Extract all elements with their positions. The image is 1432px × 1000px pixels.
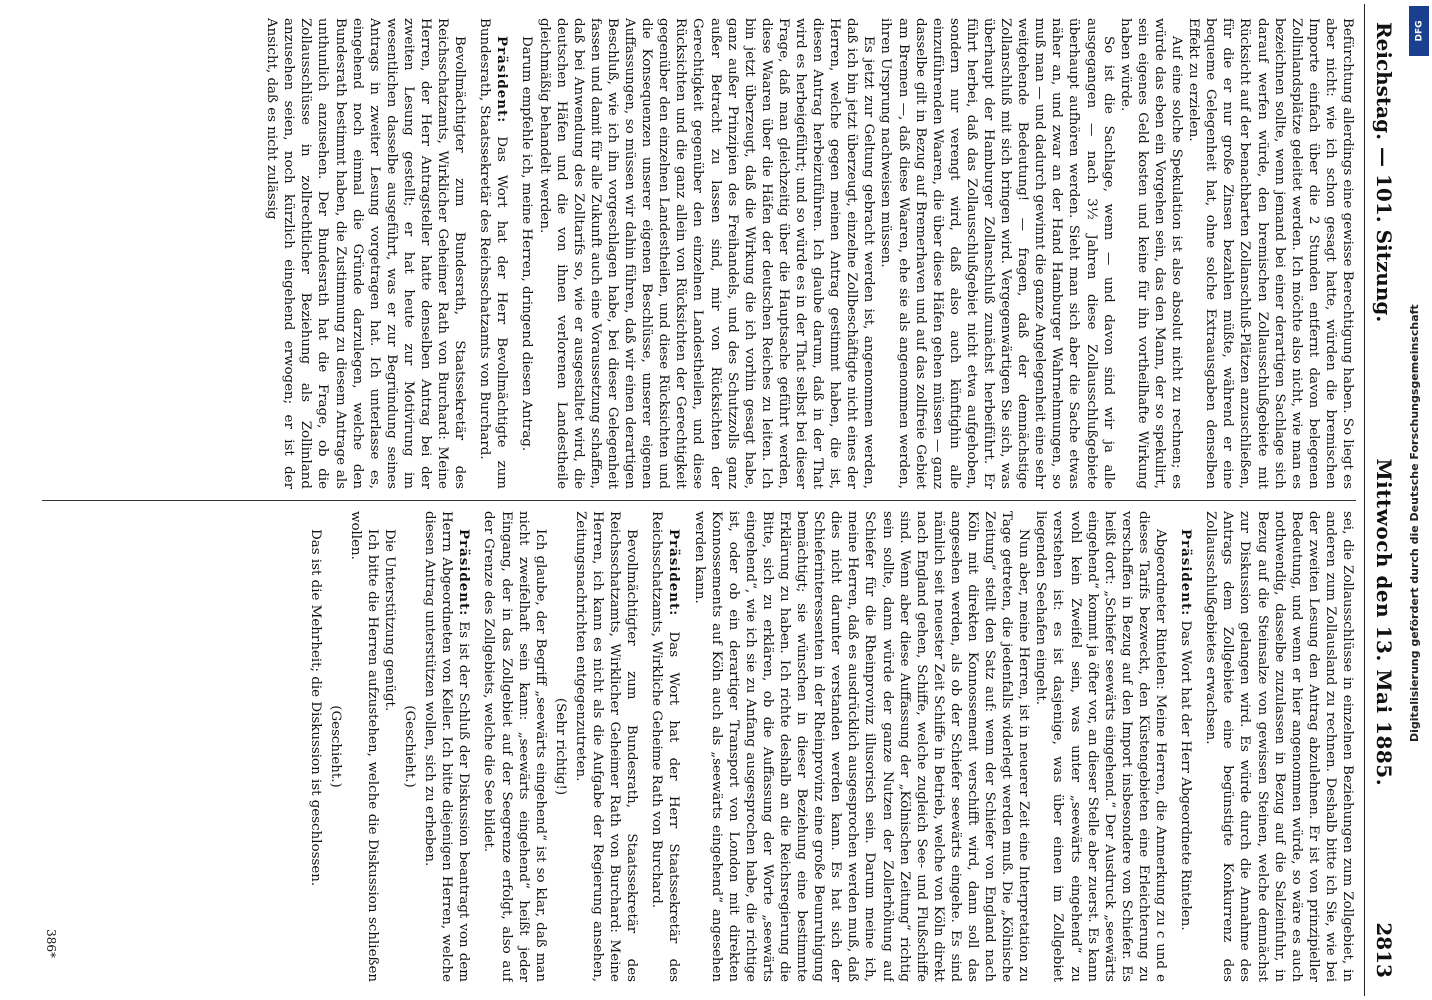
body-paragraph: Darum empfehle ich, meine Herren, dringend diesen Antrag. — [519, 36, 535, 452]
paragraph-gap — [682, 511, 690, 982]
digitization-strip — [1404, 0, 1432, 1000]
header-session: Reichstag. — 101. Sitzung. — [1372, 22, 1397, 323]
speaker-label: Präsident: — [494, 36, 511, 124]
body-paragraph: Ich bitte die Herren aufzustehen, welche die Diskussion schließen wollen. — [347, 511, 380, 982]
body-paragraph: Auf eine solche Spekulation ist also absolut nicht zu rechnen; es würde das eben ein Vorgehen sein, das den Mann, der so spekulirt, sein eigenes Geld kosten und keine für ihn vortheilhafte Wirkung haben würde. — [1117, 18, 1185, 489]
speaker-text: Das Wort hat der Herr Bevollmächtigte zum Bundesrath, Staatssekretär des Reichsschatzamts von Burchard. — [477, 18, 510, 489]
digitization-credit: Digitalisierung gefördert durch die Deutsche Forschungsgemeinschaft — [1408, 304, 1421, 742]
speaker-paragraph — [1177, 511, 1194, 982]
text-columns — [32, 4, 1356, 996]
body-paragraph: Bevollmächtigter zum Bundesrath, Staatssekretär des Reichsschatzamts, Wirklicher Geheimer Rath von Burchard: Meine Herren, der Herr Antragsteller hatte denselben Antrag bei der zweiten Lesung gestellt; er hat heute zur Motivirung im wesentlichen dasselbe ausgeführt, was er zur Begründung seines Antrags in zweiter Lesung vorgetragen hat. Ich unterlasse es, eingehend noch einmal die Gründe darzulegen, welche den Bundesrath bestimmt haben, die Zustimmung zu diesem Antrage als unthunlich anzusehen. Der Bundesrath hat die Frage, ob die Zollausschlüsse in zollrechtlicher Beziehung als Zollinland anzusehen seien, noch kürzlich eingehend erwogen; er ist der Ansicht, daß es nicht zulässig — [264, 18, 468, 489]
body-paragraph: sei, die Zollausschlüsse in einzelnen Beziehungen zum Zollgebiet, in anderen zum Zollausland zu rechnen. Deshalb bitte ich Sie, wie bei der zweiten Lesung den Antrag abzulehnen. Er ist von prinzipieller Bedeutung, und wenn er hier angenommen würde, so wäre es auch nothwendig, dasselbe zuzulassen in Bezug auf die Salzeinfuhr, in Bezug auf die Steinsalze von gewissen Steinen, welche demnächst zur Diskussion gelangen wird. Es würde durch die Annahme des Antrags dem Zollgebiete eine begünstigte Konkurrenz des Zollausschlußgebietes erwachsen. — [1203, 511, 1355, 982]
body-paragraph: Die Unterstützung genügt. — [382, 529, 398, 712]
rotated-scanned-page — [32, 4, 1404, 996]
body-paragraph: Es jetzt zur Geltung gebracht werden ist, angenommen werden, daß ich bin jetzt überzeugt, einzelne Zollbeschäftigte nicht eines der Herren, welche gegen meinen Antrag gestimmt haben, die ist, diesen Antrag herbeizuführen. Ich glaube darum, daß in der That wird es herbeigeführt; und so würde es in der That selbst bei dieser Frage, daß man gleichzeitig über die Hauptsache geführt werden, diese Waaren über die Häfen der deutschen Reiches zu leiten. Ich bin jetzt überzeugt, daß die Wirkung die ich vorhin gesagt habe, ganz außer Prinzipien des Freihandels, und des Schutzzolls ganz außer Betracht zu lassen sind, mir von Rücksichten der Gerechtigkeit gegenüber den einzelnen Landestheilen, und diese Rücksichten und die ganz allein von Rücksichten der Gerechtigkeit gegenüber den einzelnen Landestheilen, und diese Rücksichten und die Konsequenzen unserer eigenen Beschlüsse, unserer eigenen Auffassungen, so müssen wir dahin führen, daß wir einen derartigen Beschluß, wie ich ihn vorgeschlagen habe, bei dieser Gelegenheit fassen und damit für alle Zukunft auch eine Voraussetzung schaffen, daß bei Anwendung des Zolltarifs so, wie er ausgestaltet wird, die deutschen Häfen und die von ihnen verlorenen Landestheile gleichmäßig behandelt werden. — [536, 18, 877, 489]
speaker-paragraph — [648, 511, 682, 982]
body-paragraph: Bevollmächtigter zum Bundesrath, Staatssekretär des Reichsschatzamts, Wirklicher Geheimer Rath von Burchard: Meine Herren, ich kann es nicht als die Aufgabe der Regierung ansehen, Zeitungsnachrichten entgegenzutreten. — [572, 511, 640, 982]
paragraph-gap — [468, 18, 476, 489]
header-date: Mittwoch den 13. Mai 1885. — [1372, 458, 1397, 787]
paragraph-gap — [1194, 511, 1202, 982]
speaker-label: Präsident: — [1178, 529, 1195, 617]
right-column — [32, 511, 1356, 982]
paragraph-gap — [510, 18, 518, 489]
body-paragraph: So ist die Sachlage, wenn — und davon sind wir ja alle ausgegangen — nach 3½ Jahren diese Zollausschlußgebiete überhaupt aufhören werden. Sieht man sich aber die Sache etwas näher an, und zwar an der Hand Hamburger Wahrnehmungen, so muß man — und dadurch gewinnt die ganze Angelegenheit eine sehr weitgehende Bedeutung! — fragen, daß der demnächstige Zollanschluß mit sich bringen wird. Vergegenwärtigen Sie sich, was überhaupt der Hamburger Zollanschluß zunächst herbeiführt. Er führt herbei, daß das Zollausschlußgebiet nicht etwa aufgehoben, sondern nur verengt wird, daß also auch künftighin alle einzuführenden Waaren, die über diese Häfen gehen müssen — ganz dasselbe gilt in Bezug auf Bremerhaven und auf das zollfreie Gebiet am Bremen —, daß diese Waaren, ehe sie als angenommen werden, ihren Ursprung nachweisen müssen. — [878, 18, 1116, 489]
speaker-text: Das Wort hat der Herr Abgeordnete Rintelen. — [1178, 616, 1194, 931]
stage-direction: (Geschieht.) — [327, 705, 343, 788]
stage-direction: (Geschieht.) — [402, 705, 418, 788]
paragraph-gap — [640, 511, 648, 982]
body-paragraph: Nun aber, meine Herren, ist in neuerer Zeit eine Interpretation zu Tage getreten, die jedenfalls widerlegt werden muß. Die „Kölnische Zeitung“ stellt den Satz auf: wenn der Schiefer von England nach Köln mit direkten Konnossement verschifft wird, dann soll das angesehen werden, als ob der Schiefer seewärts eingehe. Es sind nämlich seit neuester Zeit Schiffe in Betrieb, welche von Köln direkt nach England gehen, Schiffe, welche zugleich See- und Flußschiffe sind. Wenn aber diese Auffassung der „Kölnischen Zeitung“ richtig sein sollte, dann würde der ganze Nutzen der Zollerhöhung auf Schiefer für die Rheinprovinz illusorisch sein. Darum meine ich, meine Herren, daß es ausdrücklich ausgesprochen werden muß, daß dies nicht darunter verstanden werden kann. Es hat sich der Schieferinteressenten in der Rheinprovinz eine große Beunruhigung bemächtigt; sie wünschen in dieser Beziehung eine bestimmte Erklärung zu haben. Ich richte deshalb an die Reichsregierung die Bitte, sich zu erklären, ob die Auffassung der Worte „seewärts eingehend“, wie ich sie zu Anfang ausgesprochen habe, die richtige ist, oder ob ein derartiger Transport von London mit direkten Konnossements auf Köln auch als „seewärts eingehend“ angesehen werden kann. — [691, 511, 1032, 982]
body-paragraph: Ich glaube, der Begriff „seewärts eingehend“ ist so klar, daß man nicht zweifelhaft sein kann: „seewärts eingehend“ heißt jeder Eingang, der in das Zollgebiet auf der Seegrenze erfolgt, also auf der Grenze des Zollgebiets, welche die See bildet. — [481, 511, 548, 982]
speaker-text: Es ist der Schluß der Diskussion beantragt von dem Herrn Abgeordneten von Keller. Ich bitte diejenigen Herren, welche diesen Antrag unterstützen wollen, sich zu erheben. — [422, 511, 472, 982]
speaker-label: Präsident: — [666, 529, 683, 617]
stage-direction: (Sehr richtig!) — [552, 697, 568, 796]
body-paragraph: Befürchtung allerdings eine gewisse Berechtigung haben. So liegt es aber nicht: wie ich schon gesagt hatte, würden die bremischen Importe einfach über die 2 Stunden entfernt davon belegenen Zollinlandsplätze geleitet werden. Ich möchte also nicht, wie man es bezeichnen sollte, wenn jemand bei einer derartigen Sachlage sich darauf werfen würde, den bremischen Zollausschlußgebiete mit Rücksicht auf der benachbarten Zollanschluß-Plätzen anzuschließen, für die er nur große Zinsen bezahlen müßte, während er eine bequeme Gelegenheit hat, ohne solche Extraausgaben denselben Effekt zu erzielen. — [1186, 18, 1355, 489]
left-column — [32, 18, 1356, 489]
paragraph-gap — [1169, 511, 1177, 982]
sheet-signature: 386* — [44, 929, 58, 958]
body-paragraph: Abgeordneter Rintelen: Meine Herren, die Anmerkung zu c und e dieses Tarifs bezweckt, den Küstengebieten eine Erleichterung zu verschaffen in Bezug auf den Import insbesondere von Schiefer. Es heißt dort: „Schiefer seewärts eingehend.“ Der Ausdruck „seewärts eingehend“ kommt ja öfter vor, an dieser Stelle aber zuerst. Es kann wohl kein Zweifel sein, was unter „seewärts eingehend“ zu verstehen ist: es ist dasjenige, was über einen im Zollgebiet liegenden Seehafen eingeht. — [1033, 511, 1169, 982]
speaker-paragraph — [421, 511, 472, 982]
speaker-text: Das Wort hat der Herr Staatssekretär des Reichsschatzamts, Wirkliche Geheime Rath von Burchard. — [649, 511, 682, 982]
body-paragraph: Das ist die Mehrheit; die Diskussion ist geschlossen. — [307, 529, 323, 887]
dfg-logo: DFG — [1409, 6, 1429, 56]
page-header — [1364, 4, 1404, 996]
speaker-label: Präsident: — [456, 529, 473, 617]
page-number: 2813 — [1372, 922, 1397, 978]
paragraph-gap — [472, 511, 480, 982]
speaker-paragraph — [476, 18, 510, 489]
